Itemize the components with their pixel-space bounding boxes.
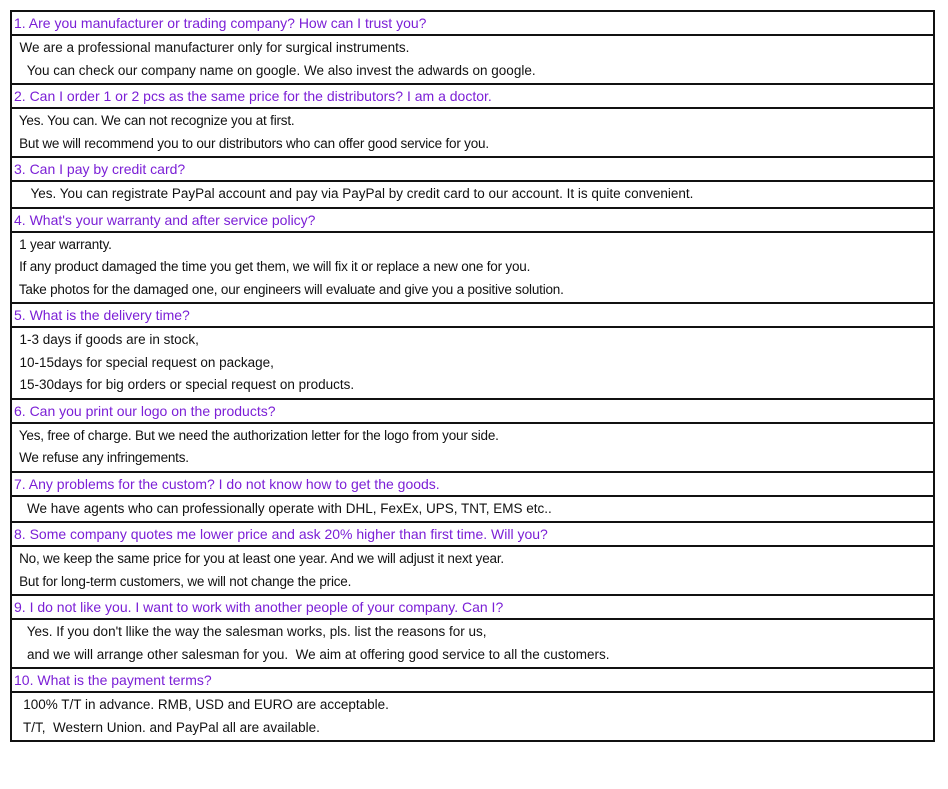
faq-answer-line: Yes, free of charge. But we need the authorization letter for the logo from your side. bbox=[12, 427, 499, 443]
faq-answer-line: We have agents who can professionally operate with DHL, FexEx, UPS, TNT, EMS etc.. bbox=[12, 500, 552, 516]
faq-answer-line: 10-15days for special request on package, bbox=[12, 354, 274, 370]
faq-answer bbox=[12, 233, 933, 303]
faq-item-3 bbox=[12, 158, 933, 209]
faq-answer-line: But for long-term customers, we will not change the price. bbox=[12, 573, 352, 589]
faq-answer-line: If any product damaged the time you get them, we will fix it or replace a new one for you. bbox=[12, 259, 531, 274]
faq-answer-line: T/T, Western Union. and PayPal all are available. bbox=[12, 719, 320, 735]
faq-answer-line: Yes. You can registrate PayPal account and pay via PayPal by credit card to our account. It is quite convenient. bbox=[12, 186, 694, 201]
faq-question: 10. What is the payment terms? bbox=[12, 669, 933, 693]
faq-answer-line: Yes. If you don't llike the way the salesman works, pls. list the reasons for us, bbox=[12, 624, 487, 639]
faq-answer bbox=[12, 328, 933, 398]
faq-question: 4. What's your warranty and after service policy? bbox=[12, 209, 933, 233]
faq-item-5 bbox=[12, 304, 933, 400]
faq-answer-line: 1 year warranty. bbox=[12, 236, 112, 252]
faq-item-10 bbox=[12, 669, 933, 740]
faq-answer-line: 15-30days for big orders or special request on products. bbox=[12, 377, 355, 392]
faq-answer bbox=[12, 497, 933, 522]
faq-answer-line: 1-3 days if goods are in stock, bbox=[12, 332, 199, 347]
faq-answer bbox=[12, 36, 933, 83]
faq-item-9 bbox=[12, 596, 933, 669]
faq-question: 1. Are you manufacturer or trading company? How can I trust you? bbox=[12, 12, 933, 36]
faq-answer-line: Yes. You can. We can not recognize you at first. bbox=[12, 113, 295, 128]
faq-answer-line: You can check our company name on google. We also invest the adwards on google. bbox=[12, 62, 536, 78]
faq-item-7 bbox=[12, 473, 933, 524]
faq-question: 8. Some company quotes me lower price and ask 20% higher than first time. Will you? bbox=[12, 523, 933, 547]
faq-answer-line: We are a professional manufacturer only for surgical instruments. bbox=[12, 40, 410, 55]
faq-answer bbox=[12, 620, 933, 667]
faq-answer-line: No, we keep the same price for you at least one year. And we will adjust it next year. bbox=[12, 551, 504, 566]
faq-answer-line: and we will arrange other salesman for you. We aim at offering good service to all the customers. bbox=[12, 646, 610, 662]
faq-question: 3. Can I pay by credit card? bbox=[12, 158, 933, 182]
faq-answer-line: Take photos for the damaged one, our engineers will evaluate and give you a positive solution. bbox=[12, 281, 564, 297]
faq-question: 6. Can you print our logo on the products? bbox=[12, 400, 933, 424]
faq-item-4 bbox=[12, 209, 933, 305]
faq-table bbox=[10, 10, 935, 742]
faq-question: 5. What is the delivery time? bbox=[12, 304, 933, 328]
faq-item-8 bbox=[12, 523, 933, 596]
faq-question: 2. Can I order 1 or 2 pcs as the same price for the distributors? I am a doctor. bbox=[12, 85, 933, 109]
faq-answer bbox=[12, 424, 933, 471]
faq-item-6 bbox=[12, 400, 933, 473]
faq-answer bbox=[12, 547, 933, 594]
faq-item-2 bbox=[12, 85, 933, 158]
faq-answer bbox=[12, 182, 933, 207]
faq-answer bbox=[12, 109, 933, 156]
faq-question: 7. Any problems for the custom? I do not know how to get the goods. bbox=[12, 473, 933, 497]
faq-answer-line: But we will recommend you to our distributors who can offer good service for you. bbox=[12, 135, 489, 151]
faq-answer-line: 100% T/T in advance. RMB, USD and EURO are acceptable. bbox=[12, 697, 389, 712]
faq-question: 9. I do not like you. I want to work with another people of your company. Can I? bbox=[12, 596, 933, 620]
faq-answer-line: We refuse any infringements. bbox=[12, 450, 189, 465]
faq-answer bbox=[12, 693, 933, 740]
faq-item-1 bbox=[12, 12, 933, 85]
